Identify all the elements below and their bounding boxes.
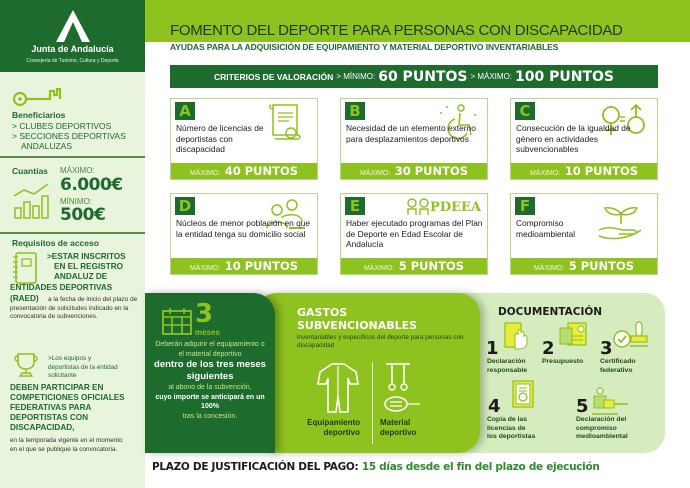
criteria-min-label: > MÍNIMO: <box>336 72 376 81</box>
page-subtitle: AYUDAS PARA LA ADQUISICIÓN DE EQUIPAMIENTO Y MATERIAL DEPORTIVO INVENTARIABLES <box>170 42 559 52</box>
doc-number: 1 <box>486 338 499 359</box>
label-line: deportivo <box>380 428 417 437</box>
card-max-points <box>341 258 487 274</box>
meses-unit: meses <box>195 328 220 337</box>
card-letter: F <box>515 197 535 215</box>
min-label: MÍNIMO: <box>60 197 92 206</box>
max-label: MÁXIMO: <box>533 265 565 272</box>
logo-header <box>0 0 145 72</box>
criteria-max-value: 100 PUNTOS <box>515 68 614 85</box>
points-value: 5 PUNTOS <box>398 259 465 273</box>
gastos-subtitle: inventariables y específicos del deporte para personas con discapacidad <box>297 334 464 349</box>
doc-number: 5 <box>576 396 589 417</box>
requisito-line: ANDALUZ DE <box>54 272 108 281</box>
gastos-title <box>297 306 417 332</box>
label-line: Equipamiento <box>307 418 360 427</box>
beneficiario-item: > CLUBES DEPORTIVOS <box>12 121 112 131</box>
meses-text-3: tras la concesión. <box>182 412 238 420</box>
label-line: deportivo <box>323 428 360 437</box>
plant-hand-icon <box>593 202 649 242</box>
documentacion-title: DOCUMENTACIÓN <box>498 306 603 318</box>
divider <box>0 232 145 234</box>
label-line: Copia de las <box>487 416 528 423</box>
card-max-points <box>171 258 317 274</box>
hand-document-icon <box>503 321 529 351</box>
requisito-line: EN EL REGISTRO <box>54 262 123 271</box>
points-value: 10 PUNTOS <box>224 259 299 273</box>
beneficiario-item: ANDALUZAS <box>21 141 73 151</box>
requisitos-title: Requisitos de acceso <box>12 238 99 248</box>
label-line: Declaración <box>487 358 526 365</box>
card-description: Compromiso medioambiental <box>516 218 576 239</box>
requisito2-intro: >Los equipos y deportistas de la entidad solicitante <box>48 355 118 379</box>
card-description: Núcleos de menor población en que la entidad tenga su domicilio social <box>176 218 311 239</box>
card-letter: D <box>175 197 195 215</box>
max-label: MÁXIMO: <box>189 265 221 272</box>
criteria-bar <box>170 65 658 88</box>
criteria-min-value: 60 PUNTOS <box>378 68 468 85</box>
deadline-value: 15 días desde el fin del plazo de ejecución <box>361 461 600 473</box>
requisito-line: >ESTAR INSCRITOS <box>47 252 126 261</box>
doc-label <box>576 416 628 442</box>
org-name: Junta de Andalucía <box>31 44 114 54</box>
equipamiento-label <box>292 418 360 438</box>
card-description: Necesidad de un elemento externo para desplazamientos deportivos <box>346 123 476 144</box>
card-description: Consecución de la igualdad de género en actividades subvencionables <box>516 123 631 154</box>
label-line: Certificado <box>600 358 636 365</box>
budget-icon <box>558 322 588 348</box>
card-letter: B <box>345 102 365 120</box>
certified-stamp-icon <box>612 320 648 350</box>
label-line: Declaración del <box>576 416 627 423</box>
doc-label <box>487 358 527 375</box>
label-line: compromiso <box>576 424 617 432</box>
card-letter: A <box>175 102 195 120</box>
rings-racket-icon <box>380 362 430 416</box>
card-letter: C <box>515 102 535 120</box>
junta-andalucia-logo-icon <box>56 10 90 42</box>
requisito2-bold: DEBEN PARTICIPAR EN COMPETICIONES OFICIALES FEDERATIVAS PARA DEPORTISTAS CON DISCAPACIDAD, <box>10 383 125 432</box>
pdeea-logo-icon <box>406 198 481 216</box>
payment-deadline <box>152 461 600 473</box>
deadline-label: PLAZO DE JUSTIFICACIÓN DEL PAGO: <box>152 461 359 473</box>
calendar-icon <box>162 307 192 335</box>
beneficiario-item: > SECCIONES DEPORTIVAS <box>12 131 126 141</box>
criteria-label: CRITERIOS DE VALORACIÓN <box>213 71 334 82</box>
criteria-max-label: > MÁXIMO: <box>470 72 513 81</box>
kids-icon <box>406 198 430 216</box>
key-icon <box>12 86 62 108</box>
criterion-card-b <box>340 98 488 180</box>
trophy-icon <box>14 352 38 378</box>
label-line: federativo <box>600 366 633 374</box>
max-label: MÁXIMO: <box>189 170 221 177</box>
doc-label <box>487 416 535 442</box>
doc-label <box>600 358 636 375</box>
divider <box>0 156 145 158</box>
org-subtitle: Consejería de Turismo, Cultura y Deporte <box>26 58 119 64</box>
sport-suit-icon <box>316 362 360 416</box>
criterion-card-c <box>510 98 658 180</box>
meses-text-2: al abono de la subvención, <box>168 384 252 391</box>
max-label: MÁXIMO: <box>363 265 395 272</box>
criterion-card-a <box>170 98 318 180</box>
pdeea-text: PDEEA <box>430 199 481 215</box>
points-value: 40 PUNTOS <box>224 164 299 178</box>
gastos-title-line: SUBVENCIONABLES <box>297 319 418 332</box>
max-amount: 6.000€ <box>60 175 123 195</box>
meses-description <box>152 340 268 421</box>
doc-number: 2 <box>542 338 555 359</box>
criterion-card-f <box>510 193 658 275</box>
bar-chart-icon <box>12 182 52 220</box>
cuantias-title: Cuantías <box>12 166 48 176</box>
license-copy-icon <box>512 380 534 408</box>
card-max-points <box>171 163 317 179</box>
doc-number: 3 <box>600 338 613 359</box>
card-max-points <box>511 258 657 274</box>
label-line: medioambiental <box>576 433 628 440</box>
max-label: MÁXIMO: <box>359 170 391 177</box>
card-description: Haber ejecutado programas del Plan de Deporte en Edad Escolar de Andalucía <box>346 218 483 249</box>
requisito2-detail: en la temporada vigente en el momento en el que se publique la convocatoria. <box>10 437 123 453</box>
criterion-card-e <box>340 193 488 275</box>
gavel-declaration-icon <box>590 386 630 416</box>
criterion-card-d <box>170 193 318 275</box>
doc-number: 4 <box>488 396 501 417</box>
points-value: 30 PUNTOS <box>394 164 469 178</box>
gastos-title-line: GASTOS <box>297 306 348 319</box>
label-line: licencias de <box>487 424 526 432</box>
divider <box>372 362 373 444</box>
meses-text-1: Deberán adquirir el equipamiento o el material deportivo <box>155 341 265 358</box>
meses-number: 3 <box>195 299 214 329</box>
card-letter: E <box>345 197 365 215</box>
meses-bold-2: cuyo importe se anticipará en un 100% <box>155 393 265 410</box>
raed-label: (RAED) <box>10 294 39 303</box>
card-description: Número de licencias de deportistas con discapacidad <box>176 123 264 154</box>
points-value: 5 PUNTOS <box>568 259 635 273</box>
max-label: MÁXIMO: <box>60 166 95 175</box>
label-line: Presupuesto <box>542 358 584 365</box>
requisito-detail: a la fecha de inicio del plazo de presentación de solicitudes indicado en la convocatoria de subvenciones. <box>10 296 138 320</box>
label-line: Material <box>380 418 411 427</box>
requisito-line: ENTIDADES DEPORTIVAS <box>10 283 113 292</box>
max-label: MÁXIMO: <box>529 170 561 177</box>
card-max-points <box>511 163 657 179</box>
notebook-icon <box>12 252 38 284</box>
min-amount: 500€ <box>60 205 106 225</box>
label-line: responsable <box>487 366 528 374</box>
doc-label <box>542 358 583 367</box>
points-value: 10 PUNTOS <box>564 164 639 178</box>
material-label <box>380 418 416 438</box>
meses-bold-1: dentro de los tres meses siguientes <box>154 359 266 382</box>
beneficiarios-title: Beneficiarios <box>12 110 66 120</box>
card-max-points <box>341 163 487 179</box>
page-title: FOMENTO DEL DEPORTE PARA PERSONAS CON DISCAPACIDAD <box>170 22 623 39</box>
label-line: los deportistas <box>487 433 536 440</box>
